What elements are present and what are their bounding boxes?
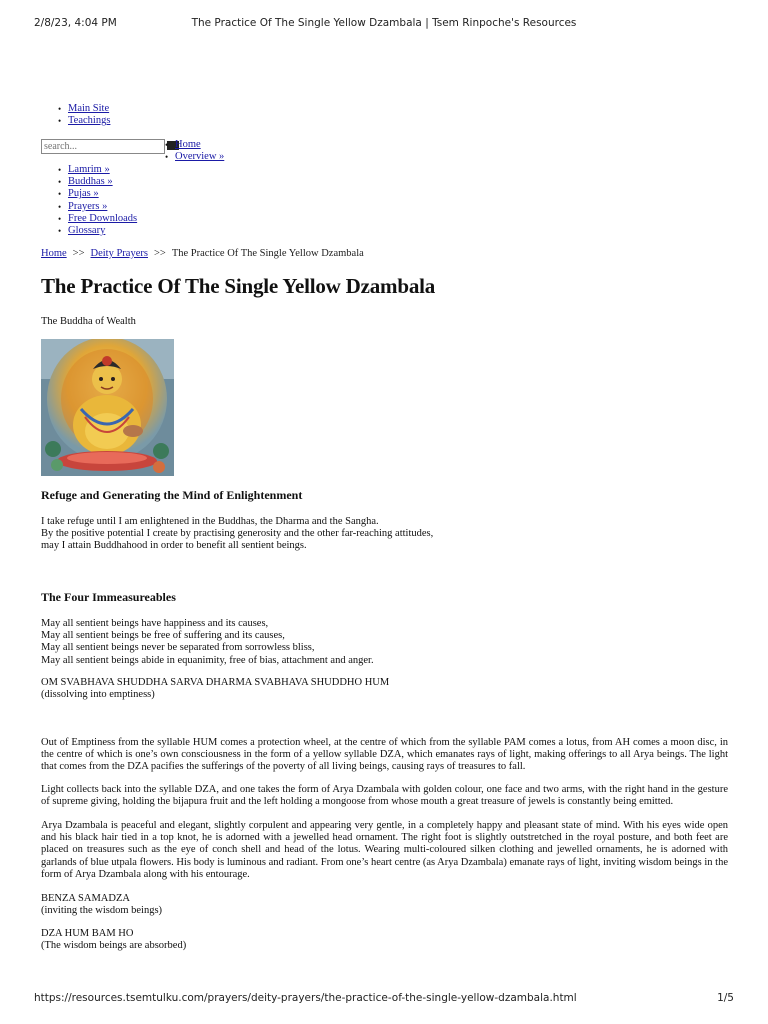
mantra-text: DZA HUM BAM HO [41,928,134,939]
breadcrumb-separator: >> [72,248,85,259]
dzambala-thangka-image [41,339,174,476]
nav-item-pujas [41,188,137,200]
mantra-note: (dissolving into emptiness) [41,689,155,701]
print-page-number: 1/5 [717,992,734,1004]
nav-link-lamrim[interactable]: Lamrim » [68,164,110,175]
refuge-line: may I attain Buddhahood in order to benefit all sentient beings. [41,540,307,552]
mantra-note: (The wisdom beings are absorbed) [41,940,187,952]
nav-item-teachings [41,115,110,127]
refuge-line: By the positive potential I create by practising generosity and the other far-reaching attitudes, [41,528,434,540]
immeasureables-line: May all sentient beings have happiness and its causes, [41,618,269,629]
mantra-text: BENZA SAMADZA [41,893,130,904]
nav-item-overview [148,151,224,163]
page-subtitle: The Buddha of Wealth [41,316,136,327]
nav-item-glossary [41,225,137,237]
refuge-text [41,516,728,553]
nav-link-main-site[interactable]: Main Site [68,103,110,114]
print-url: https://resources.tsemtulku.com/prayers/deity-prayers/the-practice-of-the-single-yellow-dzambala.html [34,992,577,1004]
main-nav [41,164,137,237]
search-input[interactable] [41,139,165,154]
mantra-benza-samadza [41,893,728,917]
mantra-dissolving [41,677,728,701]
breadcrumb-current: The Practice Of The Single Yellow Dzambala [171,248,364,259]
breadcrumb [41,248,364,259]
mantra-text: OM SVABHAVA SHUDDHA SARVA DHARMA SVABHAVA SHUDDHO HUM [41,677,390,688]
nav-link-overview[interactable]: Overview » [175,151,225,163]
mantra-dza-hum-bam-ho [41,928,728,952]
nav-item-main-site [41,103,110,115]
paragraph-arya-dzambala: Arya Dzambala is peaceful and elegant, slightly corpulent and appearing very gentle, in a completely happy and pleasant state of mind. With his eyes wide open and his black hair tied in a top knot, he is adorned with a jewelled head ornament. The right foot is slightly outstretched in the royal posture, and both feet are placed on treasures such as the eye of conch shell and head of the lotus. Wearing multi-coloured silken clothing and jewelled ornaments, he is adorned with garlands of blue utpala flowers. His body is luminous and radiant. From one’s heart centre (as Arya Dzambala) emanate rays of light, inviting wisdom beings in the form of Arya Dzambala along with his entourage. [41,820,728,880]
print-datetime: 2/8/23, 4:04 PM [34,17,117,29]
immeasureables-heading: The Four Immeasureables [41,590,176,604]
refuge-line: I take refuge until I am enlightened in the Buddhas, the Dharma and the Sangha. [41,516,379,527]
nav-item-prayers [41,201,137,213]
nav-link-free-downloads[interactable]: Free Downloads [68,212,138,224]
print-title: The Practice Of The Single Yellow Dzambala | Tsem Rinpoche's Resources [191,17,577,29]
nav-item-home [148,139,224,151]
immeasureables-text [41,618,728,667]
immeasureables-line: May all sentient beings be free of suffering and its causes, [41,630,285,642]
nav-link-prayers[interactable]: Prayers » [68,200,108,212]
nav-link-buddhas[interactable]: Buddhas » [68,176,113,188]
refuge-heading: Refuge and Generating the Mind of Enlightenment [41,488,303,502]
page-title: The Practice Of The Single Yellow Dzambala [41,274,436,298]
nav-link-glossary[interactable]: Glossary [68,225,106,237]
mantra-note: (inviting the wisdom beings) [41,905,163,917]
secondary-nav [148,139,224,163]
nav-item-lamrim [41,164,137,176]
immeasureables-line: May all sentient beings never be separated from sorrowless bliss, [41,642,315,654]
immeasureables-line: May all sentient beings abide in equanimity, free of bias, attachment and anger. [41,654,374,666]
nav-link-pujas[interactable]: Pujas » [68,188,99,200]
nav-link-home[interactable]: Home [175,139,201,150]
paragraph-emptiness: Out of Emptiness from the syllable HUM comes a protection wheel, at the centre of which from the syllable PAM comes a lotus, from AH comes a moon disc, in the centre of which is one’s own consciousness in the form of a yellow syllable DZA, which emanates rays of light, making offerings to all Arya beings. The light that comes from the DZA pacifies the sufferings of the poverty of all living beings, causing rays of treasures to fall. [41,737,728,773]
nav-link-teachings[interactable]: Teachings [68,115,111,127]
nav-item-free-downloads [41,213,137,225]
paragraph-light-collects: Light collects back into the syllable DZA, and one takes the form of Arya Dzambala with golden colour, one face and two arms, with the right hand in the gesture of supreme giving, holding the bijapura fruit and the left holding a mongoose from whose mouth a great treasure of jewels is constantly being emitted. [41,784,728,808]
breadcrumb-deity-prayers[interactable]: Deity Prayers [90,248,148,259]
top-nav [41,103,110,127]
breadcrumb-separator: >> [153,248,166,259]
nav-item-buddhas [41,176,137,188]
breadcrumb-home[interactable]: Home [41,248,67,259]
